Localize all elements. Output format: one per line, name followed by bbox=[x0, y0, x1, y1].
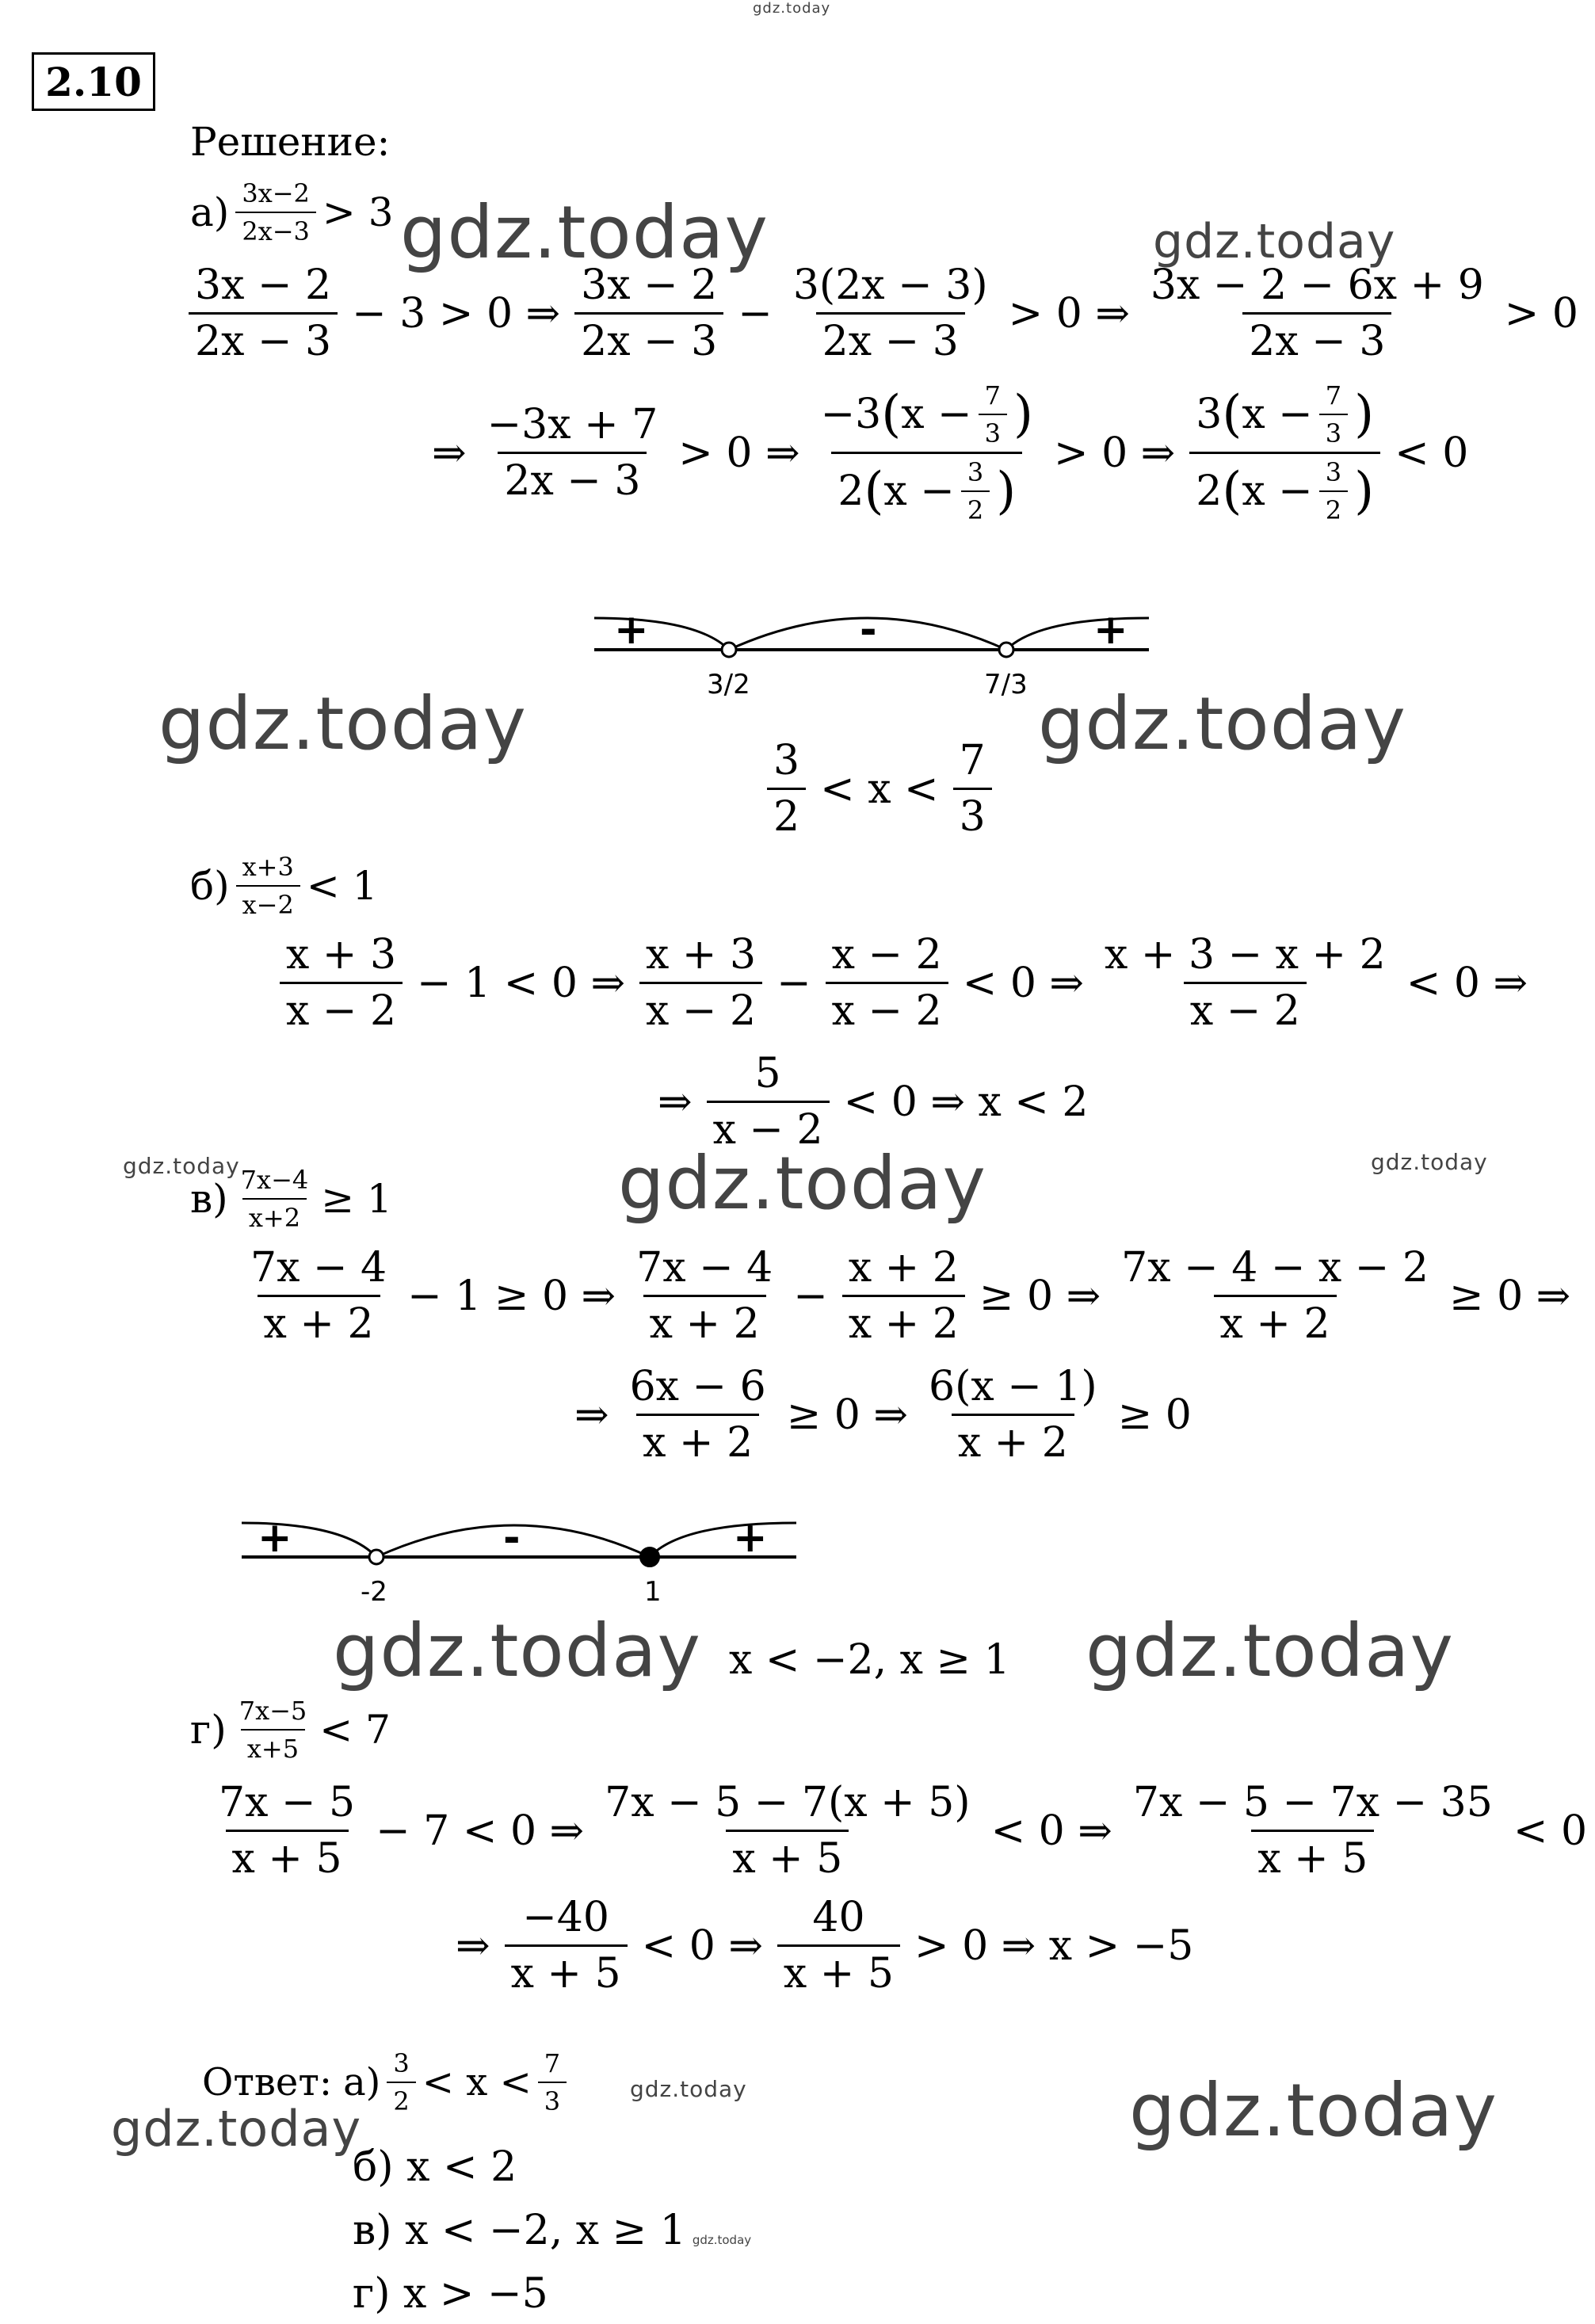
operator: ≥ 0 bbox=[1117, 1391, 1192, 1439]
numerator: −40 bbox=[522, 1894, 609, 1941]
operator: − 1 ≥ 0 ⇒ bbox=[407, 1272, 616, 1320]
part-v-problem bbox=[190, 1165, 392, 1233]
numerator: 3 bbox=[393, 2048, 410, 2078]
operator: < 0 ⇒ bbox=[1406, 959, 1528, 1007]
operator: < x < bbox=[422, 2060, 532, 2105]
watermark-top: gdz.today bbox=[753, 0, 831, 17]
numerator: 3 bbox=[1325, 457, 1342, 487]
fraction bbox=[598, 1779, 976, 1883]
sign-label: - bbox=[503, 1514, 521, 1562]
sign-diagram-v bbox=[234, 1490, 804, 1608]
watermark: gdz.today bbox=[1153, 214, 1396, 269]
fraction bbox=[777, 1894, 900, 1998]
operator: − bbox=[738, 289, 773, 338]
denominator: x − 2 bbox=[1184, 982, 1307, 1035]
fraction bbox=[953, 737, 992, 841]
denominator: 3 bbox=[538, 2082, 567, 2116]
numerator: x + 3 bbox=[286, 931, 397, 979]
sign-label: + bbox=[1093, 606, 1128, 654]
fraction bbox=[1189, 380, 1380, 525]
fraction bbox=[630, 1244, 779, 1348]
numerator: x − 2 bbox=[831, 931, 942, 979]
operator: > 0 ⇒ bbox=[1053, 429, 1176, 477]
sign-label: + bbox=[614, 606, 649, 654]
fraction bbox=[1098, 931, 1392, 1035]
denominator: x − 2 bbox=[707, 1101, 830, 1154]
part-a-ineq-den: 2x−3 bbox=[235, 212, 316, 246]
sign-label: + bbox=[258, 1514, 292, 1562]
watermark: gdz.today bbox=[123, 1153, 240, 1179]
denominator: 2x − 3 bbox=[189, 312, 338, 365]
watermark: gdz.today bbox=[618, 1141, 986, 1226]
denominator: x + 5 bbox=[726, 1830, 849, 1883]
problem-number: 2.10 bbox=[32, 52, 155, 111]
part-v-line1 bbox=[238, 1244, 1578, 1348]
term: x − bbox=[883, 467, 955, 515]
fraction bbox=[387, 2048, 415, 2116]
part-g-ineq-rhs: < 7 bbox=[319, 1707, 391, 1753]
part-g-line1 bbox=[206, 1779, 1595, 1883]
denominator: x − 2 bbox=[280, 982, 403, 1035]
denominator: 2 bbox=[387, 2082, 415, 2116]
numerator: 3x − 2 bbox=[581, 261, 718, 309]
watermark: gdz.today bbox=[1038, 681, 1406, 766]
denominator: x + 5 bbox=[226, 1830, 349, 1883]
fraction bbox=[280, 931, 403, 1035]
numerator: 7x − 5 bbox=[219, 1779, 356, 1826]
denominator bbox=[831, 452, 1022, 525]
part-a-line1 bbox=[182, 261, 1586, 365]
fraction bbox=[189, 261, 338, 365]
operator: < 0 ⇒ bbox=[990, 1807, 1112, 1855]
answer-b: б) x < 2 bbox=[353, 2143, 517, 2191]
numerator: 40 bbox=[812, 1894, 865, 1941]
answer-g: г) x > −5 bbox=[353, 2270, 548, 2318]
fraction bbox=[574, 261, 723, 365]
solution-label bbox=[190, 119, 390, 165]
answer-a-label: а) bbox=[343, 2060, 381, 2105]
fraction bbox=[961, 457, 990, 525]
fraction bbox=[1319, 380, 1348, 448]
denominator bbox=[1189, 452, 1380, 525]
operator: < 0 ⇒ bbox=[641, 1921, 763, 1970]
part-v-ineq-rhs: ≥ 1 bbox=[321, 1176, 392, 1222]
filled-point bbox=[640, 1547, 659, 1567]
operator: > 0 ⇒ x > −5 bbox=[914, 1921, 1194, 1970]
watermark: gdz.today bbox=[333, 1608, 701, 1693]
operator: − 3 > 0 ⇒ bbox=[352, 289, 561, 338]
fraction bbox=[815, 380, 1040, 525]
operator: − 7 < 0 ⇒ bbox=[376, 1807, 585, 1855]
numerator: 5 bbox=[754, 1050, 781, 1097]
paren: ) bbox=[996, 462, 1017, 521]
numerator bbox=[815, 380, 1040, 452]
numerator: 3 bbox=[773, 737, 800, 784]
denominator: 2x − 3 bbox=[574, 312, 723, 365]
result-text: x < −2, x ≥ 1 bbox=[729, 1636, 1010, 1684]
part-g-label: г) bbox=[190, 1707, 227, 1753]
denominator: x + 2 bbox=[636, 1414, 759, 1467]
numerator bbox=[1189, 380, 1380, 452]
part-a-ineq-fraction bbox=[235, 178, 316, 246]
term: x − bbox=[1242, 467, 1313, 515]
part-b-problem bbox=[190, 852, 377, 920]
numerator: 3x − 2 bbox=[195, 261, 332, 309]
numerator: x + 3 − x + 2 bbox=[1105, 931, 1386, 979]
paren: ) bbox=[1013, 385, 1033, 444]
part-a-result bbox=[761, 737, 998, 841]
numerator: 7 bbox=[544, 2048, 561, 2078]
operator: − 1 < 0 ⇒ bbox=[417, 959, 626, 1007]
term: x − bbox=[1242, 391, 1313, 438]
fraction bbox=[1115, 1244, 1435, 1348]
coefficient: 3 bbox=[1196, 391, 1223, 438]
numerator: x + 2 bbox=[848, 1244, 959, 1292]
part-a-line2 bbox=[424, 380, 1476, 525]
operator: < 0 ⇒ x < 2 bbox=[843, 1078, 1089, 1126]
operator: < 0 bbox=[1513, 1807, 1588, 1855]
watermark: gdz.today bbox=[111, 2100, 362, 2158]
fraction bbox=[212, 1779, 361, 1883]
fraction bbox=[505, 1894, 628, 1998]
part-b-ineq-den: x−2 bbox=[236, 885, 300, 920]
part-b-ineq-num: x+3 bbox=[242, 852, 294, 882]
denominator: 2 bbox=[767, 788, 806, 841]
operator: > 0 bbox=[1504, 289, 1578, 338]
fraction bbox=[707, 1050, 830, 1154]
numerator: 7 bbox=[959, 737, 986, 784]
point-label: 7/3 bbox=[984, 669, 1028, 700]
operator: − bbox=[793, 1272, 828, 1320]
denominator: 3 bbox=[1319, 414, 1348, 448]
part-v-ineq-den: x+2 bbox=[242, 1198, 307, 1233]
answer-v: в) x < −2, x ≥ 1 bbox=[353, 2207, 686, 2254]
fraction bbox=[1127, 1779, 1499, 1883]
numerator: 6x − 6 bbox=[629, 1363, 766, 1410]
fraction bbox=[1144, 261, 1490, 365]
part-v-ineq-num: 7x−4 bbox=[240, 1165, 309, 1195]
fraction bbox=[639, 931, 762, 1035]
part-b-line1 bbox=[273, 931, 1536, 1035]
denominator: 2 bbox=[961, 490, 990, 525]
numerator: 3(2x − 3) bbox=[792, 261, 988, 309]
operator: < 0 bbox=[1395, 429, 1469, 477]
part-v-result bbox=[729, 1636, 1010, 1684]
denominator: 2 bbox=[1319, 490, 1348, 525]
denominator: x + 5 bbox=[505, 1944, 628, 1998]
fraction bbox=[979, 380, 1007, 448]
part-g-problem bbox=[190, 1696, 391, 1764]
fraction bbox=[767, 737, 806, 841]
fraction bbox=[624, 1363, 773, 1467]
numerator: 6(x − 1) bbox=[929, 1363, 1097, 1410]
numerator: x + 3 bbox=[646, 931, 757, 979]
operator: ≥ 0 ⇒ bbox=[786, 1391, 908, 1439]
part-a-ineq-num: 3x−2 bbox=[242, 178, 310, 208]
watermark: gdz.today bbox=[1371, 1149, 1488, 1175]
operator: < x < bbox=[820, 765, 939, 813]
watermark: gdz.today bbox=[1086, 1608, 1454, 1693]
answer-line-b bbox=[353, 2143, 517, 2191]
numerator: 7x − 4 bbox=[250, 1244, 387, 1292]
watermark: gdz.today bbox=[400, 190, 769, 275]
answer-line-g bbox=[353, 2270, 548, 2318]
paren: ( bbox=[864, 462, 884, 521]
watermark: gdz.today bbox=[692, 2233, 752, 2247]
paren: ( bbox=[881, 385, 902, 444]
denominator: 2x − 3 bbox=[498, 452, 647, 505]
answer-line-v bbox=[353, 2207, 751, 2254]
numerator: 7x − 5 − 7(x + 5) bbox=[605, 1779, 971, 1826]
numerator: 3x − 2 − 6x + 9 bbox=[1150, 261, 1484, 309]
operator: ≥ 0 ⇒ bbox=[979, 1272, 1101, 1320]
operator: < 0 ⇒ bbox=[962, 959, 1085, 1007]
denominator: 3 bbox=[953, 788, 992, 841]
fraction bbox=[787, 261, 994, 365]
open-point bbox=[999, 643, 1013, 657]
point-label: 1 bbox=[644, 1576, 662, 1608]
denominator: x + 2 bbox=[842, 1295, 965, 1348]
part-v-label: в) bbox=[190, 1176, 228, 1222]
point-label: 3/2 bbox=[707, 669, 750, 700]
denominator: x − 2 bbox=[639, 982, 762, 1035]
operator: ⇒ bbox=[432, 429, 467, 477]
part-a-ineq-rhs: > 3 bbox=[322, 189, 394, 235]
denominator: 3 bbox=[979, 414, 1007, 448]
coefficient: 2 bbox=[1196, 467, 1223, 515]
operator: ⇒ bbox=[658, 1078, 693, 1126]
denominator: x + 2 bbox=[1214, 1295, 1337, 1348]
numerator: 7x − 4 bbox=[636, 1244, 773, 1292]
operator: ≥ 0 ⇒ bbox=[1448, 1272, 1571, 1320]
coefficient: −3 bbox=[820, 391, 882, 438]
open-point bbox=[722, 643, 736, 657]
operator: ⇒ bbox=[574, 1391, 609, 1439]
operator: > 0 ⇒ bbox=[678, 429, 800, 477]
point-label: -2 bbox=[361, 1576, 387, 1608]
part-g-ineq-den: x+5 bbox=[241, 1729, 305, 1764]
numerator: 3 bbox=[967, 457, 984, 487]
paren: ( bbox=[1222, 385, 1242, 444]
watermark: gdz.today bbox=[1129, 2068, 1498, 2153]
open-point bbox=[369, 1550, 383, 1564]
fraction bbox=[922, 1363, 1104, 1467]
numerator: −3x + 7 bbox=[487, 401, 658, 448]
fraction bbox=[842, 1244, 965, 1348]
sign-label: - bbox=[860, 606, 877, 654]
paren: ) bbox=[1354, 385, 1375, 444]
denominator: x + 2 bbox=[258, 1295, 380, 1348]
fraction bbox=[538, 2048, 567, 2116]
operator: > 0 ⇒ bbox=[1008, 289, 1130, 338]
denominator: 2x − 3 bbox=[816, 312, 965, 365]
fraction bbox=[244, 1244, 393, 1348]
coefficient: 2 bbox=[838, 467, 864, 515]
sign-arc bbox=[650, 1523, 796, 1557]
sign-label: + bbox=[733, 1514, 768, 1562]
part-b-ineq-rhs: < 1 bbox=[306, 863, 378, 909]
paren: ( bbox=[1222, 462, 1242, 521]
denominator: x + 5 bbox=[777, 1944, 900, 1998]
term: x − bbox=[901, 391, 972, 438]
numerator: 7 bbox=[1325, 380, 1342, 410]
operator: − bbox=[777, 959, 811, 1007]
denominator: x − 2 bbox=[826, 982, 948, 1035]
part-b-label: б) bbox=[190, 863, 230, 909]
part-b-line2 bbox=[650, 1050, 1096, 1154]
part-v-ineq-fraction bbox=[235, 1165, 315, 1233]
solution-label-text: Решение: bbox=[190, 119, 391, 165]
answer-label: Ответ: bbox=[202, 2060, 333, 2105]
part-b-ineq-fraction bbox=[236, 852, 300, 920]
part-g-ineq-fraction bbox=[233, 1696, 314, 1764]
denominator: x + 2 bbox=[643, 1295, 766, 1348]
operator: ⇒ bbox=[456, 1921, 490, 1970]
fraction bbox=[1319, 457, 1348, 525]
denominator: x + 5 bbox=[1251, 1830, 1374, 1883]
fraction bbox=[826, 931, 948, 1035]
fraction bbox=[481, 401, 665, 505]
part-a-label: а) bbox=[190, 189, 230, 235]
part-a-problem bbox=[190, 178, 394, 246]
watermark: gdz.today bbox=[158, 681, 527, 766]
denominator: 2x − 3 bbox=[1242, 312, 1391, 365]
numerator: 7x − 5 − 7x − 35 bbox=[1132, 1779, 1493, 1826]
part-g-ineq-num: 7x−5 bbox=[238, 1696, 307, 1726]
part-v-line2 bbox=[567, 1363, 1200, 1467]
watermark: gdz.today bbox=[630, 2076, 747, 2102]
part-g-line2 bbox=[448, 1894, 1201, 1998]
numerator: 7 bbox=[984, 380, 1001, 410]
numerator: 7x − 4 − x − 2 bbox=[1121, 1244, 1429, 1292]
denominator: x + 2 bbox=[952, 1414, 1074, 1467]
paren: ) bbox=[1354, 462, 1375, 521]
